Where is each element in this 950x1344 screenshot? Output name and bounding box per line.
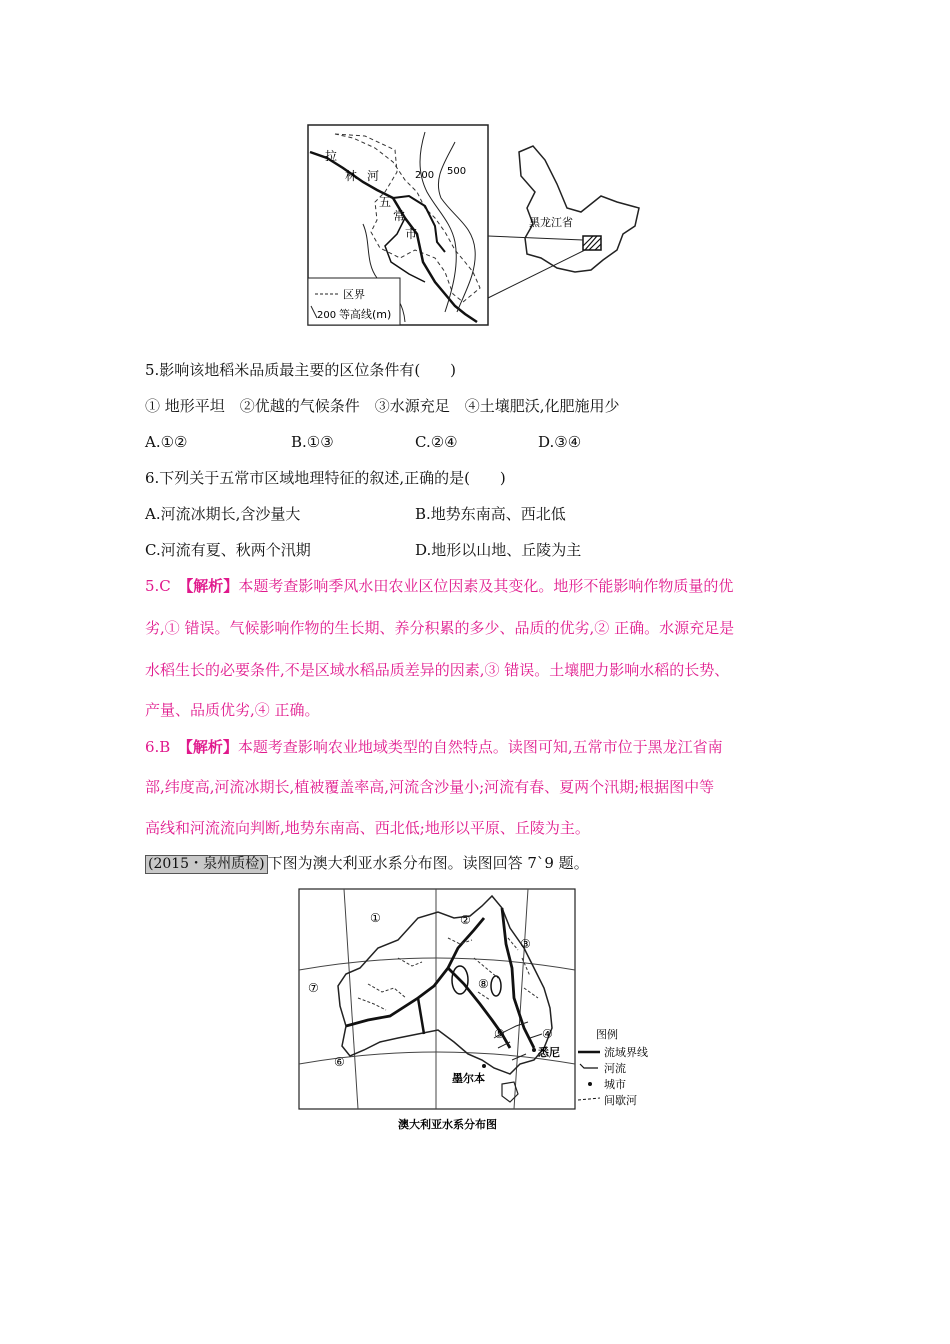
label-he: 河 xyxy=(367,169,380,183)
legend-title: 图例 xyxy=(596,1028,618,1041)
region-7: ⑦ xyxy=(308,981,319,995)
analysis6-line-1 xyxy=(145,737,723,757)
intro-line xyxy=(145,853,589,874)
legend-basin: 流域界线 xyxy=(604,1046,648,1059)
q5-option-a[interactable]: A.①② xyxy=(145,433,188,451)
q5-statements: ① 地形平坦 ②优越的气候条件 ③水源充足 ④土壤肥沃,化肥施用少 xyxy=(145,397,620,415)
region-6: ⑥ xyxy=(334,1055,345,1069)
region-5: ⑤ xyxy=(494,1027,505,1041)
analysis5-line-1 xyxy=(145,576,733,596)
australia-map-svg xyxy=(298,888,678,1138)
australia-map xyxy=(298,888,678,1138)
analysis5-head: 5.C xyxy=(145,577,186,595)
legend-contour: 等高线(m) xyxy=(339,308,392,321)
wuchang-map-svg xyxy=(305,122,645,328)
label-wu: 五 xyxy=(379,195,392,209)
q5-stem: 5.影响该地稻米品质最主要的区位条件有( ) xyxy=(145,361,457,379)
analysis5-line-4: 产量、品质优劣,④ 正确。 xyxy=(145,701,320,719)
analysis5-line-2: 劣,① 错误。气候影响作物的生长期、养分积累的多少、品质的优劣,② 正确。水源充足是 xyxy=(145,619,735,637)
region-4: ④ xyxy=(542,1027,553,1041)
sydney-dot xyxy=(532,1048,536,1052)
analysis6-line-2: 部,纬度高,河流冰期长,植被覆盖率高,河流含沙量小;河流有春、夏两个汛期;根据图中等 xyxy=(145,778,715,796)
label-lin: 林 xyxy=(345,169,358,183)
province-label: 黑龙江省 xyxy=(529,216,573,229)
region-2: ② xyxy=(460,913,471,927)
q6-stem: 6.下列关于五常市区域地理特征的叙述,正确的是( ) xyxy=(145,469,506,487)
q6-option-b[interactable]: B.地势东南高、西北低 xyxy=(415,505,566,523)
q6-option-d[interactable]: D.地形以山地、丘陵为主 xyxy=(415,541,582,559)
analysis6-text-1: 本题考查影响农业地域类型的自然特点。读图可知,五常市位于黑龙江省南 xyxy=(237,738,723,756)
intro-text: 下图为澳大利亚水系分布图。读图回答 7`9 题。 xyxy=(267,854,589,872)
region-1: ① xyxy=(370,911,381,925)
legend-river: 河流 xyxy=(604,1062,626,1075)
analysis6-tag: 【解析】 xyxy=(185,738,238,756)
wuchang-map xyxy=(305,122,645,328)
legend-intermittent: 间歇河 xyxy=(604,1094,637,1107)
map2-caption: 澳大利亚水系分布图 xyxy=(398,1118,497,1131)
city-melbourne: 墨尔本 xyxy=(452,1072,485,1085)
label-chang: 常 xyxy=(393,209,406,223)
contour-200-label: 200 xyxy=(415,170,435,181)
contour-500-label: 500 xyxy=(447,166,467,177)
analysis6-line-3: 高线和河流流向判断,地势东南高、西北低;地形以平原、丘陵为主。 xyxy=(145,819,590,837)
q5-option-c[interactable]: C.②④ xyxy=(415,433,458,451)
analysis5-line-3: 水稻生长的必要条件,不是区域水稻品质差异的因素,③ 错误。土壤肥力影响水稻的长势、 xyxy=(145,661,730,679)
region-3: ③ xyxy=(520,937,531,951)
melbourne-dot xyxy=(482,1064,486,1068)
q6-option-c[interactable]: C.河流有夏、秋两个汛期 xyxy=(145,541,311,559)
analysis5-text-1: 本题考查影响季风水田农业区位因素及其变化。地形不能影响作物质量的优 xyxy=(238,577,734,595)
legend-city: 城市 xyxy=(604,1078,626,1091)
q5-option-d[interactable]: D.③④ xyxy=(538,433,582,451)
q5-option-b[interactable]: B.①③ xyxy=(291,433,334,451)
source-tag: (2015・泉州质检) xyxy=(145,855,268,874)
label-shi: 市 xyxy=(405,227,418,241)
legend-contour-value: 200 xyxy=(317,310,337,321)
analysis6-head: 6.B xyxy=(145,738,186,756)
analysis5-tag: 【解析】 xyxy=(185,577,239,595)
q6-option-a[interactable]: A.河流冰期长,含沙量大 xyxy=(145,505,301,523)
legend-boundary: 区界 xyxy=(343,288,365,301)
city-sydney: 悉尼 xyxy=(538,1046,560,1059)
label-la: 拉 xyxy=(325,149,338,163)
region-8: ⑧ xyxy=(478,977,489,991)
